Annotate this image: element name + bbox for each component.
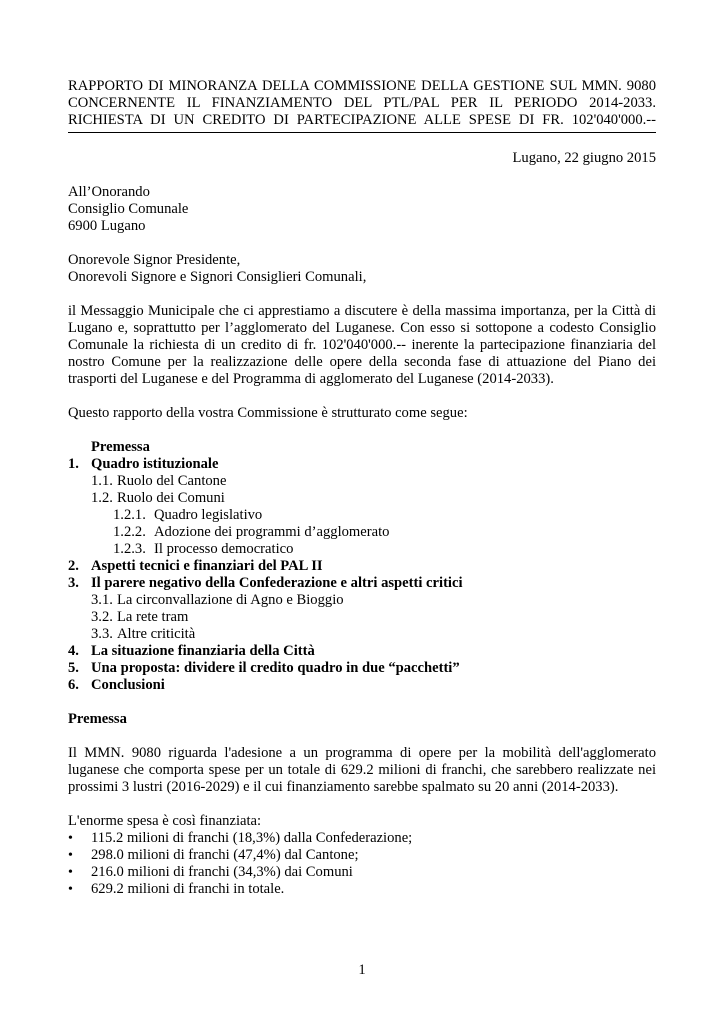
list-item-text: 216.0 milioni di franchi (34,3%) dai Comuni — [91, 864, 353, 880]
list-item — [68, 847, 656, 864]
toc-number: 3.3. — [91, 626, 113, 642]
toc-label: La circonvallazione di Agno e Bioggio — [117, 592, 344, 608]
salutation — [68, 252, 656, 286]
toc-item — [68, 456, 656, 473]
document-title — [68, 78, 656, 129]
toc-item — [68, 643, 656, 660]
list-item — [68, 830, 656, 847]
toc-number: 6. — [68, 677, 79, 693]
address-line-1: All’Onorando — [68, 184, 150, 200]
salutation-line-1: Onorevole Signor Presidente, — [68, 252, 241, 268]
toc-label: Aspetti tecnici e finanziari del PAL II — [91, 558, 323, 574]
table-of-contents — [68, 439, 656, 694]
toc-item — [68, 626, 656, 643]
toc-item — [68, 677, 656, 694]
title-line-1: RAPPORTO DI MINORANZA DELLA COMMISSIONE DELLA GESTIONE SUL MMN. 9080 — [68, 78, 656, 94]
toc-number: 1.2.1. — [113, 507, 146, 523]
address-line-2: Consiglio Comunale — [68, 201, 189, 217]
toc-number: 1.2. — [91, 490, 113, 506]
toc-number: 1. — [68, 456, 79, 472]
bullet-icon: • — [68, 848, 73, 863]
toc-label: Il processo democratico — [154, 541, 294, 557]
toc-label: Quadro legislativo — [154, 507, 263, 523]
bullet-icon: • — [68, 882, 73, 897]
toc-number: 3.1. — [91, 592, 113, 608]
toc-item — [68, 473, 656, 490]
list-item-text: 629.2 milioni di franchi in totale. — [91, 881, 285, 897]
section-heading-premessa: Premessa — [68, 711, 127, 727]
list-item — [68, 881, 656, 898]
list-item — [68, 864, 656, 881]
toc-item — [68, 507, 656, 524]
toc-number: 1.2.3. — [113, 541, 146, 557]
intro-paragraph: il Messaggio Municipale che ci apprestiamo a discutere è della massima importanza, per la Città di Lugano e, soprattutto per l’agglomerato del Luganese. Con esso si sottopone a codesto Consiglio Comunale la richiesta di un credito di fr. 102'040'000.-- inerente la partecipazione finanziaria del nostro Comune per la realizzazione delle opere della seconda fase di attuazione del Piano dei trasporti del Luganese e del Programma di agglomerato del Luganese (2014-2033). — [68, 303, 656, 387]
bullet-icon: • — [68, 865, 73, 880]
premessa-paragraph: Il MMN. 9080 riguarda l'adesione a un programma di opere per la mobilità dell'agglomerato luganese che comporta spese per un totale di 629.2 milioni di franchi, che sarebbero realizzate nei prossimi 3 lustri (2016-2029) e il cui finanziamento sarebbe spalmato su 20 anni (2014-2033). — [68, 745, 656, 795]
toc-item — [68, 541, 656, 558]
toc-item — [68, 660, 656, 677]
title-divider — [68, 132, 656, 133]
toc-number: 3.2. — [91, 609, 113, 625]
toc-number: 4. — [68, 643, 79, 659]
toc-label: Conclusioni — [91, 677, 165, 693]
toc-item — [68, 609, 656, 626]
toc-item — [68, 439, 656, 456]
document-page — [68, 78, 656, 898]
toc-number: 2. — [68, 558, 79, 574]
toc-item — [68, 575, 656, 592]
toc-item — [68, 490, 656, 507]
title-line-2: CONCERNENTE IL FINANZIAMENTO DEL PTL/PAL PER IL PERIODO 2014-2033. — [68, 95, 656, 111]
page-number: 1 — [358, 962, 366, 978]
toc-label: Una proposta: dividere il credito quadro in due “pacchetti” — [91, 660, 460, 676]
toc-label: Ruolo dei Comuni — [117, 490, 225, 506]
toc-number: 3. — [68, 575, 79, 591]
toc-label: La situazione finanziaria della Città — [91, 643, 315, 659]
toc-number: 1.1. — [91, 473, 113, 489]
structure-intro: Questo rapporto della vostra Commissione è strutturato come segue: — [68, 405, 468, 421]
financing-list — [68, 830, 656, 898]
recipient-address — [68, 184, 656, 235]
list-item-text: 298.0 milioni di franchi (47,4%) dal Cantone; — [91, 847, 359, 863]
toc-number — [68, 439, 91, 456]
title-line-3: RICHIESTA DI UN CREDITO DI PARTECIPAZIONE ALLE SPESE DI FR. 102'040'000.-- — [68, 112, 656, 128]
toc-number: 5. — [68, 660, 79, 676]
toc-label: Il parere negativo della Confederazione e altri aspetti critici — [91, 575, 463, 591]
document-date: Lugano, 22 giugno 2015 — [512, 150, 656, 166]
salutation-line-2: Onorevoli Signore e Signori Consiglieri Comunali, — [68, 269, 367, 285]
toc-label: Premessa — [91, 439, 150, 455]
address-line-3: 6900 Lugano — [68, 218, 146, 234]
toc-item — [68, 592, 656, 609]
toc-label: Quadro istituzionale — [91, 456, 219, 472]
financing-intro: L'enorme spesa è così finanziata: — [68, 813, 262, 829]
toc-label: Altre criticità — [117, 626, 196, 642]
toc-label: La rete tram — [117, 609, 189, 625]
toc-item — [68, 558, 656, 575]
list-item-text: 115.2 milioni di franchi (18,3%) dalla Confederazione; — [91, 830, 413, 846]
bullet-icon: • — [68, 831, 73, 846]
toc-label: Adozione dei programmi d’agglomerato — [154, 524, 390, 540]
toc-item — [68, 524, 656, 541]
toc-label: Ruolo del Cantone — [117, 473, 227, 489]
toc-number: 1.2.2. — [113, 524, 146, 540]
